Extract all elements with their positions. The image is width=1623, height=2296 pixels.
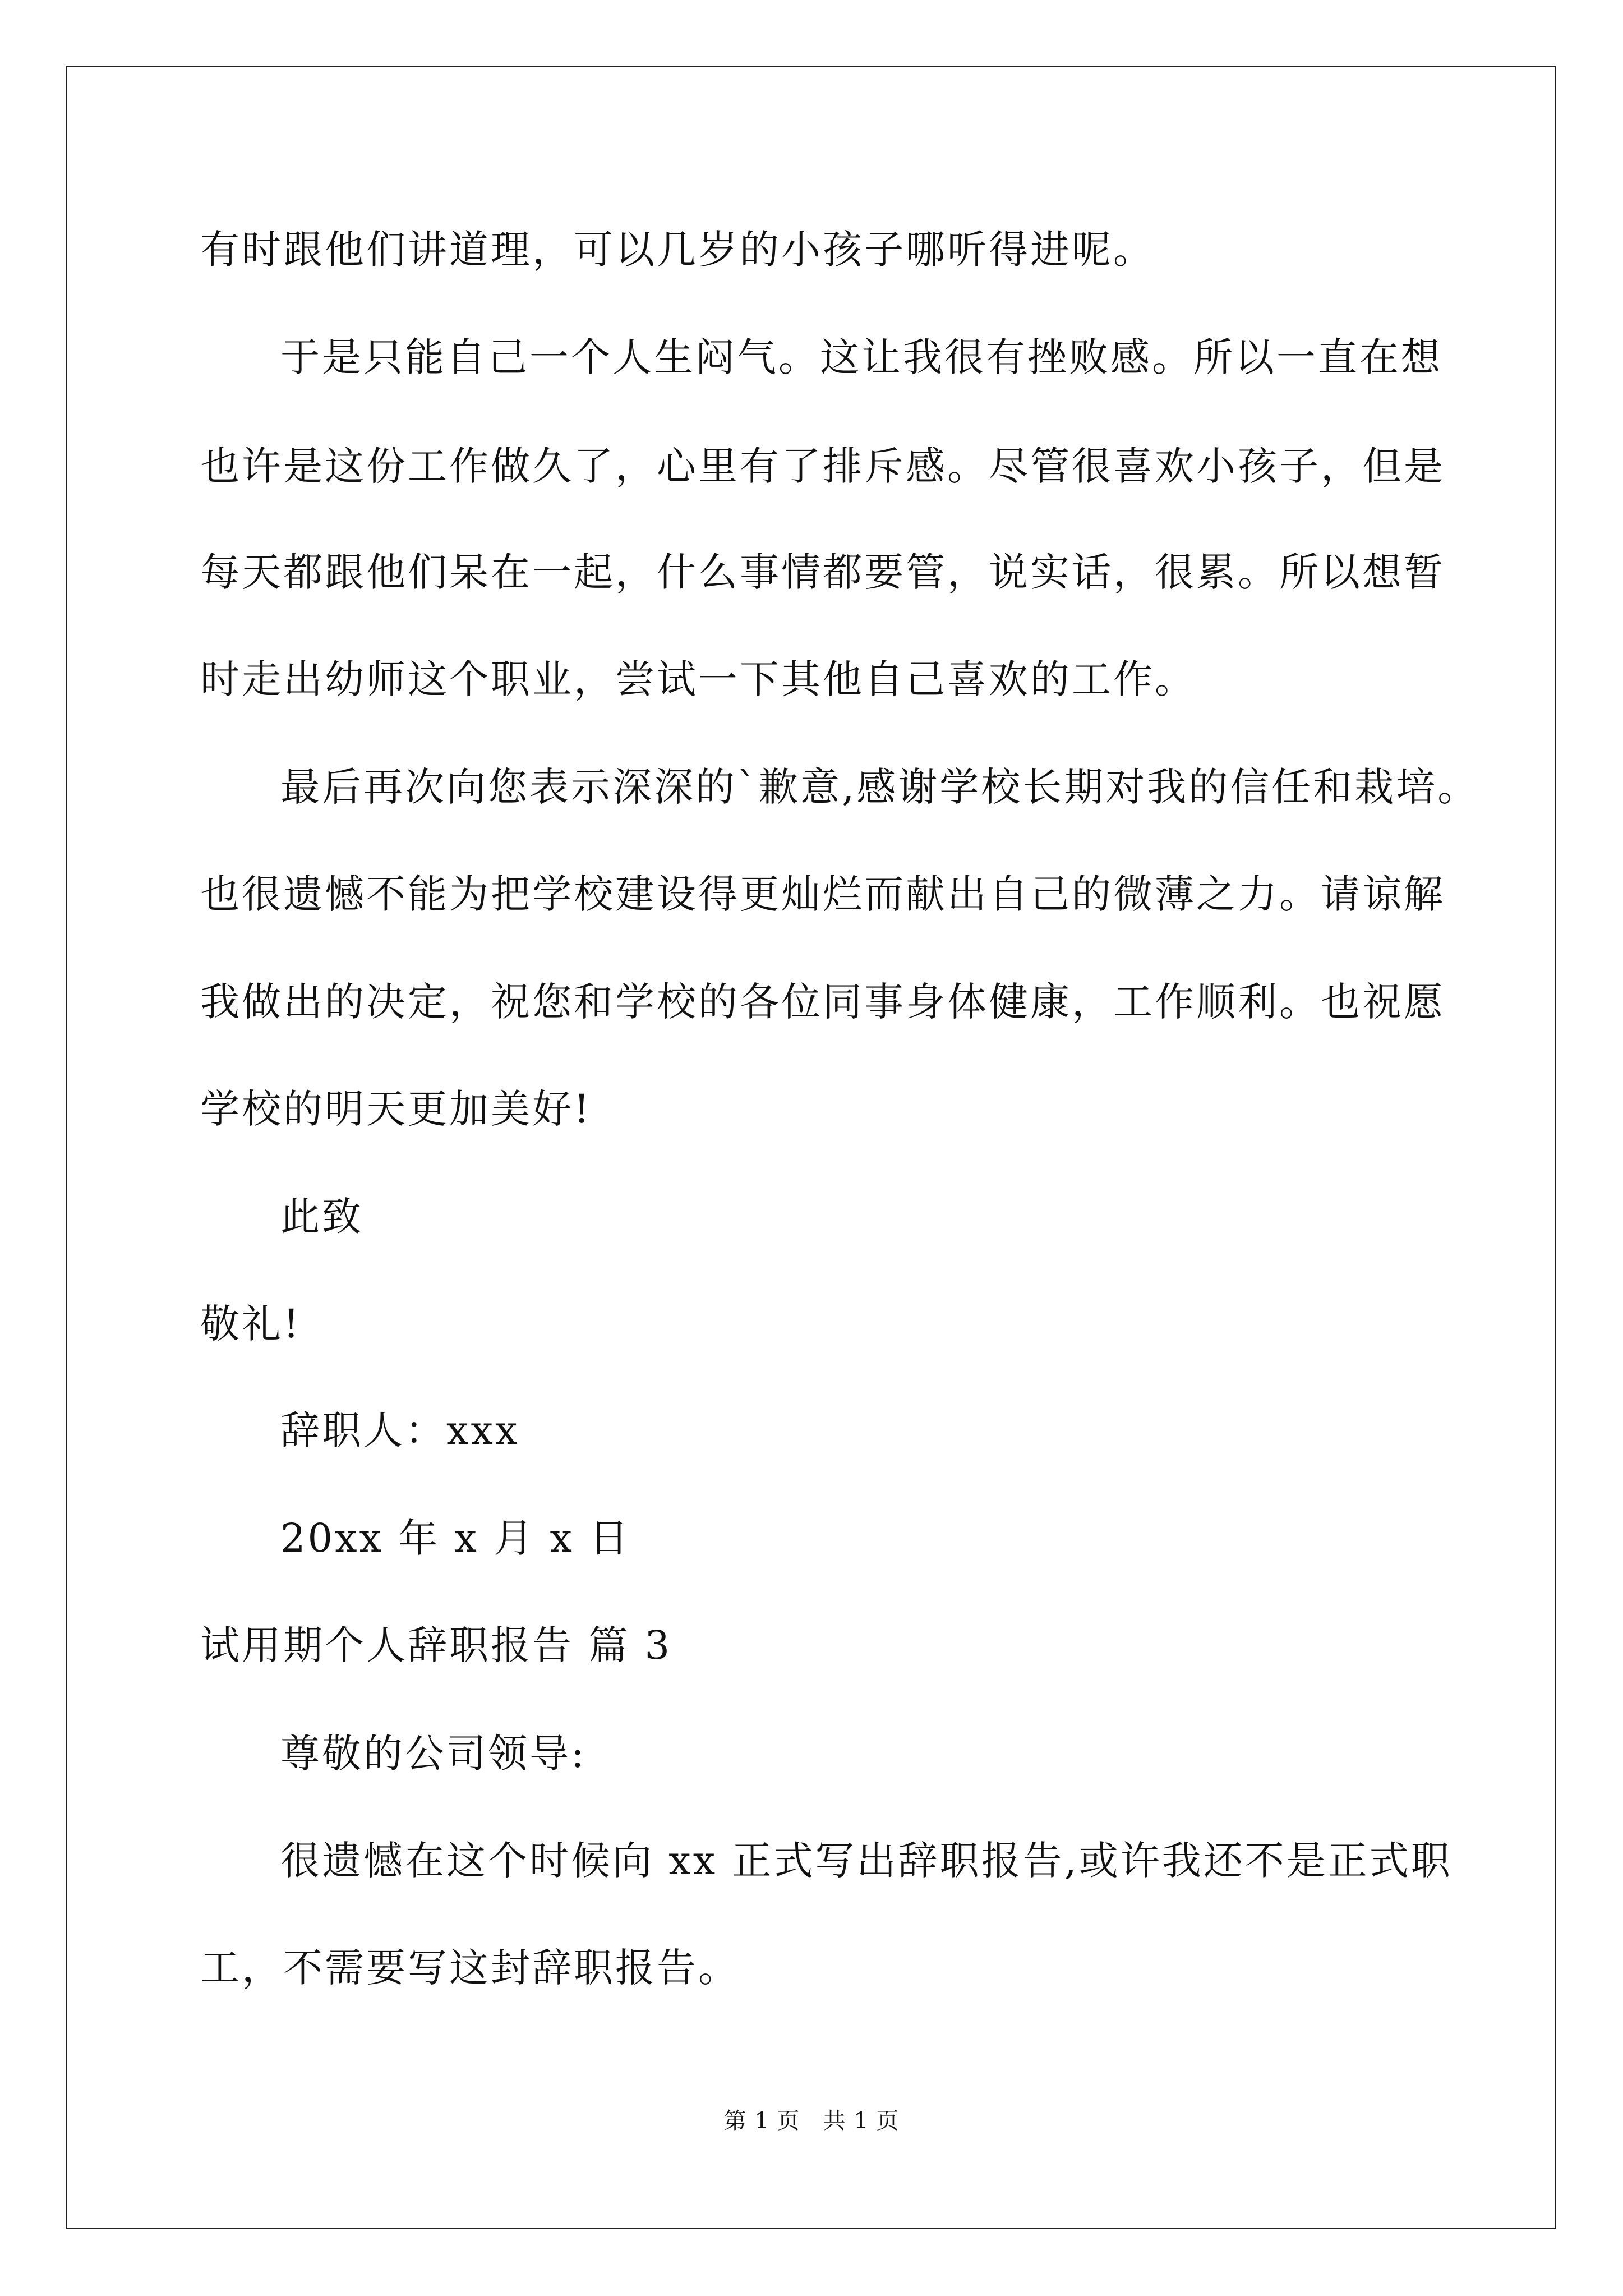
body-line-1: 有时跟他们讲道理，可以几岁的小孩子哪听得进呢。 (200, 227, 1155, 273)
body-line-8: 我做出的决定，祝您和学校的各位同事身体健康，工作顺利。也祝愿 (200, 979, 1445, 1025)
body-line-3: 也许是这份工作做久了，心里有了排斥感。尽管很喜欢小孩子，但是 (200, 443, 1445, 489)
body-line-11: 工，不需要写这封辞职报告。 (200, 1945, 740, 1991)
greeting-line: 尊敬的公司领导: (280, 1731, 587, 1777)
body-line-7: 也很遗憾不能为把学校建设得更灿烂而献出自己的微薄之力。请谅解 (200, 871, 1445, 917)
body-line-5: 时走出幼师这个职业，尝试一下其他自己喜欢的工作。 (200, 656, 1196, 702)
page-border (66, 66, 1556, 2229)
closing-regards: 敬礼! (200, 1301, 302, 1347)
closing-salutation: 此致 (280, 1194, 363, 1240)
signature-line: 辞职人：xxx (280, 1407, 520, 1453)
body-line-10: 很遗憾在这个时候向 xx 正式写出辞职报告,或许我还不是正式职 (280, 1838, 1453, 1884)
body-line-6: 最后再次向您表示深深的`歉意,感谢学校长期对我的信任和栽培。 (280, 764, 1479, 810)
body-line-9: 学校的明天更加美好! (200, 1086, 592, 1132)
page-footer: 第 1 页 共 1 页 (723, 2108, 900, 2134)
body-line-4: 每天都跟他们呆在一起，什么事情都要管，说实话，很累。所以想暂 (200, 549, 1445, 595)
body-line-2: 于是只能自己一个人生闷气。这让我很有挫败感。所以一直在想 (280, 334, 1442, 380)
section-heading: 试用期个人辞职报告 篇 3 (200, 1622, 672, 1668)
date-line: 20xx 年 x 月 x 日 (280, 1515, 631, 1561)
